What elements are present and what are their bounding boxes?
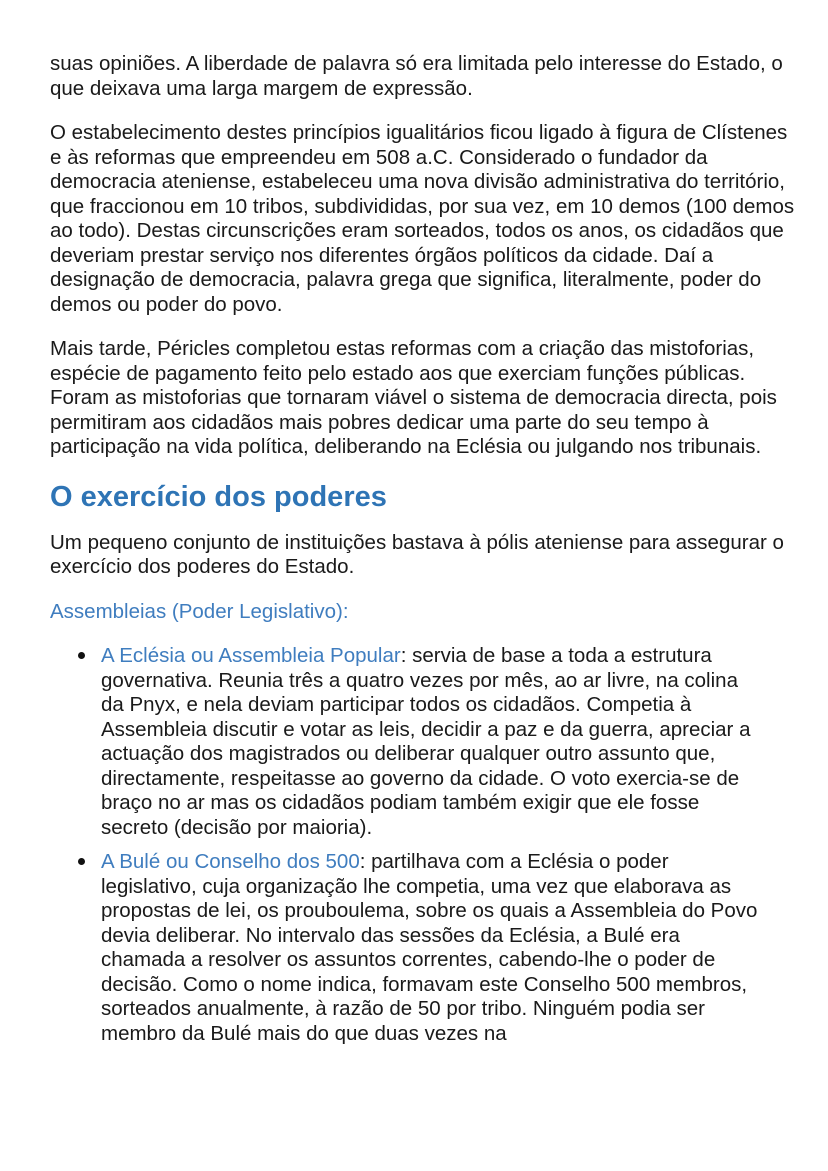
paragraph-free-speech: suas opiniões. A liberdade de palavra só era limitada pelo interesse do Estado, o que deixava uma larga margem de expressão. [50,52,783,100]
paragraph-pericles-mistoforias: Mais tarde, Péricles completou estas reformas com a criação das mistoforias, espécie de pagamento feito pelo estado aos que exerciam funções públicas. Foram as mistoforias que tornaram viável o sistema de democracia directa, pois permitiram aos cidadãos mais pobres dedicar uma parte do seu tempo à participação na vida política, deliberando na Eclésia ou julgando nos tribunais. [50,337,777,458]
list-item-eclesia [101,644,764,840]
list-item-bule-text: : partilhava com a Eclésia o poder legislativo, cuja organização lhe competia, uma vez que elaborava as propostas de lei, os prouboulema, sobre os quais a Assembleia do Povo devia deliberar. No intervalo das sessões da Eclésia, a Bulé era chamada a resolver os assuntos correntes, cabendo-lhe o poder de decisão. Como o nome indica, formavam este Conselho 500 membros, sorteados anualmente, à razão de 50 por tribo. Ninguém podia ser membro da Bulé mais do que duas vezes na [101,850,758,1045]
list-item-eclesia-text: : servia de base a toda a estrutura governativa. Reunia três a quatro vezes por mês, ao ar livre, na colina da Pnyx, e nela deviam participar todos os cidadãos. Competia à Assembleia discutir e votar as leis, decidir a paz e da guerra, apreciar a actuação dos magistrados ou deliberar qualquer outro assunto que, directamente, respeitasse ao governo da cidade. O voto exercia-se de braço no ar mas os cidadãos podiam também exigir que ele fosse secreto (decisão por maioria). [101,644,751,839]
bullet-list-assembleias [50,644,804,1046]
link-bule[interactable]: A Bulé ou Conselho dos 500 [101,850,360,873]
bullet-icon [78,858,85,865]
link-eclesia[interactable]: A Eclésia ou Assembleia Popular [101,644,401,667]
list-item-bule [101,850,764,1046]
paragraph-instituicoes: Um pequeno conjunto de instituições bastava à pólis ateniense para assegurar o exercício dos poderes do Estado. [50,530,784,578]
paragraph-clistenes-reforms: O estabelecimento destes princípios igualitários ficou ligado à figura de Clístenes e às reformas que empreendeu em 508 a.C. Considerado o fundador da democracia ateniense, estabeleceu uma nova divisão administrativa do território, que fraccionou em 10 tribos, subdivididas, por sua vez, em 10 demos (100 demos ao todo). Destas circunscrições eram sorteados, todos os anos, os cidadãos que deveriam prestar serviço nos diferentes órgãos políticos da cidade. Daí a designação de democracia, palavra grega que significa, literalmente, poder do demos ou poder do povo. [50,121,795,316]
section-heading-exercicio-poderes: O exercício dos poderes [50,480,387,513]
bullet-icon [78,652,85,659]
subheading-assembleias: Assembleias (Poder Legislativo): [50,599,349,623]
